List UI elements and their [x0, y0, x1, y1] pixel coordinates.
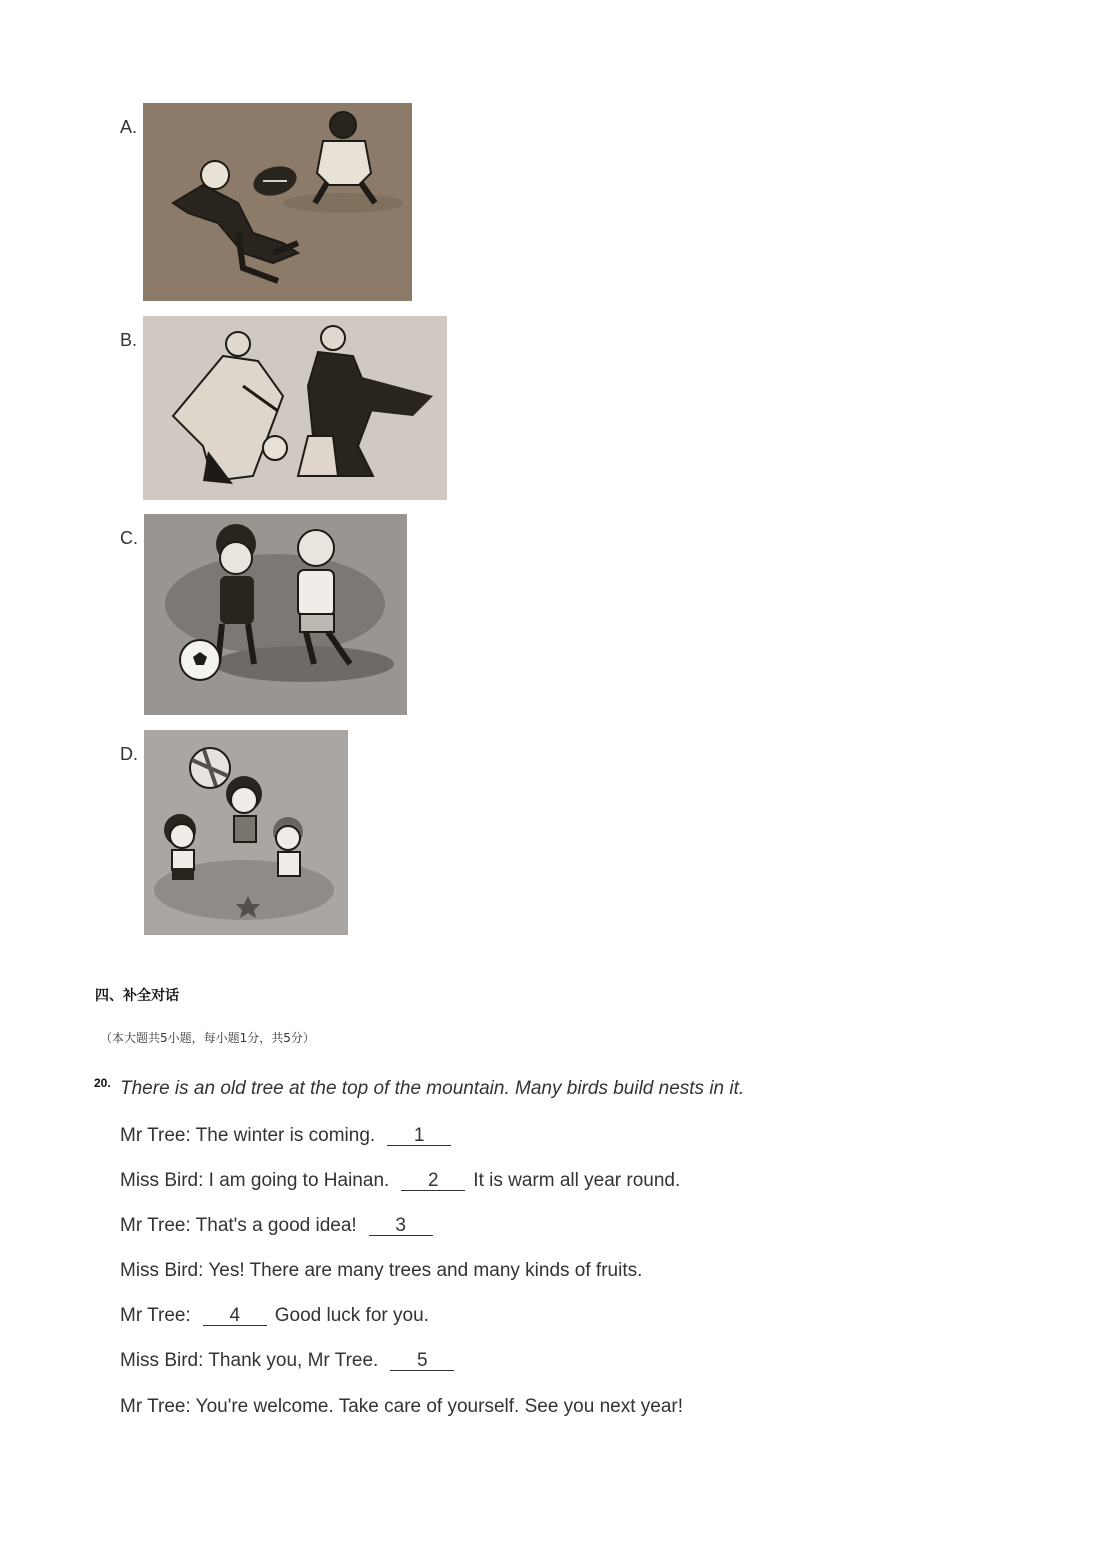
section-note: （本大题共5小题，每小题1分，共5分） [100, 1031, 315, 1045]
dialogue-line [120, 1215, 441, 1237]
line-text: Miss Bird: I am going to Hainan. [120, 1170, 390, 1191]
option-d-image [144, 730, 348, 935]
dialogue-line [120, 1260, 642, 1282]
dialogue-line [120, 1170, 680, 1192]
question-number: 20. [94, 1076, 111, 1090]
answer-blank-2[interactable]: 2 [401, 1171, 465, 1191]
line-text: Mr Tree: That's a good idea! [120, 1215, 357, 1236]
option-b-label: B. [120, 330, 138, 350]
line-text-after: It is warm all year round. [473, 1170, 681, 1191]
option-a-image [143, 103, 412, 301]
line-text: Mr Tree: [120, 1305, 191, 1326]
option-c-label: C. [120, 528, 138, 548]
section-title: 四、补全对话 [95, 988, 179, 1004]
dialogue-line [120, 1350, 462, 1372]
dialogue-line [120, 1396, 683, 1418]
question-intro: There is an old tree at the top of the mountain. Many birds build nests in it. [120, 1078, 745, 1099]
dialogue-line [120, 1125, 459, 1147]
answer-blank-3[interactable]: 3 [369, 1216, 433, 1236]
dialogue-line [120, 1305, 429, 1327]
answer-blank-4[interactable]: 4 [203, 1306, 267, 1326]
option-a-label: A. [120, 117, 138, 137]
line-text: Miss Bird: Thank you, Mr Tree. [120, 1350, 379, 1371]
option-d-label: D. [120, 744, 138, 764]
option-c-image [144, 514, 407, 715]
answer-blank-1[interactable]: 1 [387, 1126, 451, 1146]
line-text-after: Good luck for you. [274, 1305, 429, 1326]
option-b-image [143, 316, 447, 500]
line-text: Mr Tree: The winter is coming. [120, 1125, 376, 1146]
answer-blank-5[interactable]: 5 [390, 1351, 454, 1371]
line-text: Mr Tree: You're welcome. Take care of yourself. See you next year! [120, 1396, 684, 1417]
line-text: Miss Bird: Yes! There are many trees and many kinds of fruits. [120, 1260, 643, 1281]
